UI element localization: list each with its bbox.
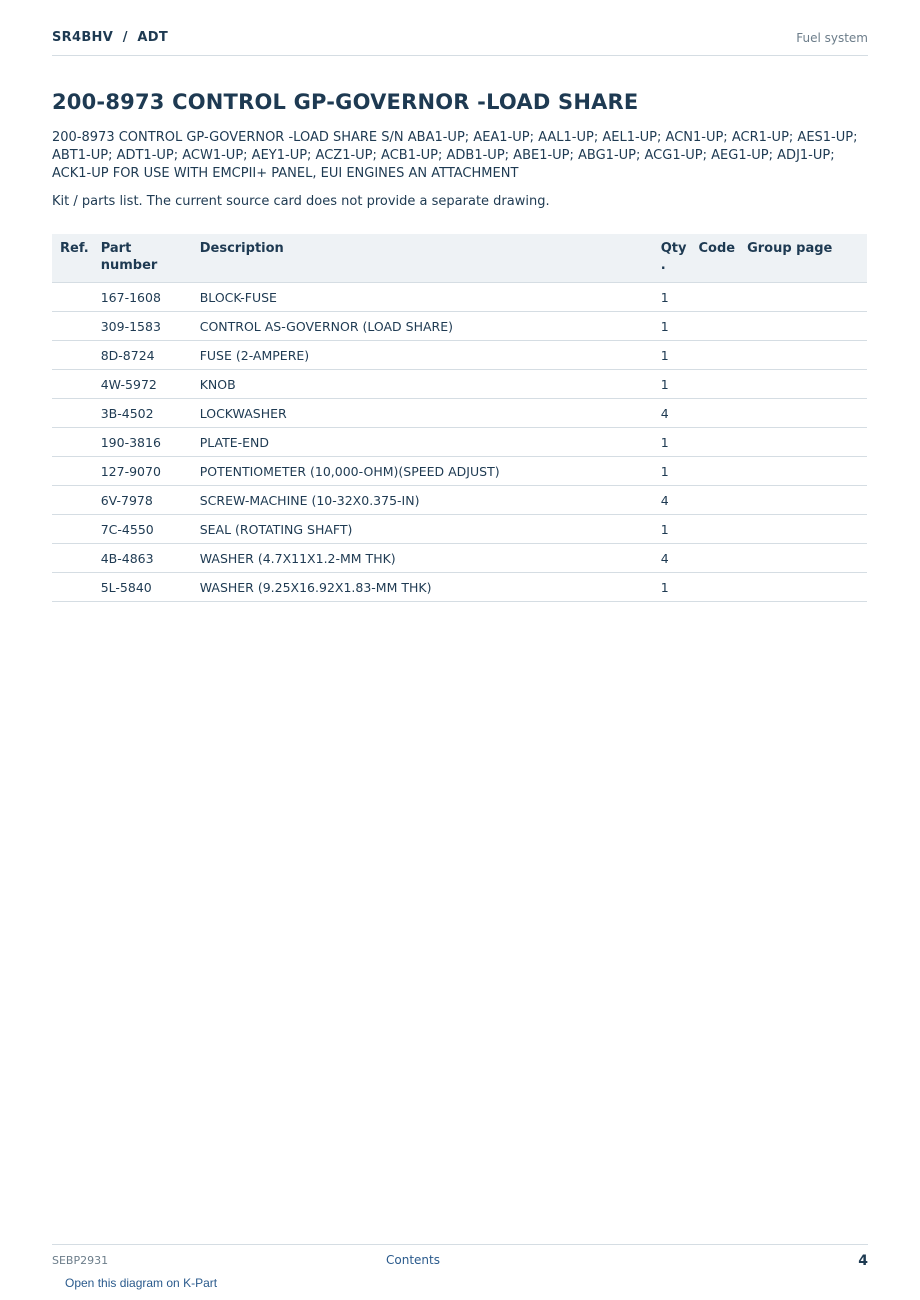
cell-ref xyxy=(52,370,95,399)
cell-ref xyxy=(52,283,95,312)
table-row xyxy=(52,457,867,486)
col-part-number: Part number xyxy=(95,234,194,283)
cell-qty: 1 xyxy=(655,312,693,341)
cell-ref xyxy=(52,457,95,486)
cell-description: PLATE-END xyxy=(194,428,655,457)
cell-code xyxy=(692,573,741,602)
cell-qty: 1 xyxy=(655,283,693,312)
table-row xyxy=(52,370,867,399)
cell-group-page xyxy=(741,341,867,370)
cell-ref xyxy=(52,399,95,428)
cell-qty: 1 xyxy=(655,370,693,399)
cell-part-number: 309-1583 xyxy=(95,312,194,341)
breadcrumb: SR4BHV / ADT xyxy=(52,30,169,45)
cell-description: WASHER (9.25X16.92X1.83-MM THK) xyxy=(194,573,655,602)
cell-code xyxy=(692,428,741,457)
contents-link[interactable]: Contents xyxy=(386,1253,440,1267)
cell-code xyxy=(692,457,741,486)
cell-code xyxy=(692,544,741,573)
cell-group-page xyxy=(741,370,867,399)
parts-table-body xyxy=(52,283,867,602)
cell-group-page xyxy=(741,312,867,341)
parts-table xyxy=(52,234,867,602)
cell-part-number: 3B-4502 xyxy=(95,399,194,428)
cell-qty: 4 xyxy=(655,399,693,428)
cell-qty: 1 xyxy=(655,573,693,602)
cell-qty: 1 xyxy=(655,428,693,457)
cell-code xyxy=(692,370,741,399)
cell-part-number: 4B-4863 xyxy=(95,544,194,573)
col-qty: Qty . xyxy=(655,234,693,283)
table-row xyxy=(52,486,867,515)
page-header xyxy=(52,28,868,56)
cell-code xyxy=(692,486,741,515)
cell-group-page xyxy=(741,515,867,544)
cell-code xyxy=(692,341,741,370)
cell-qty: 4 xyxy=(655,544,693,573)
cell-part-number: 6V-7978 xyxy=(95,486,194,515)
cell-qty: 1 xyxy=(655,515,693,544)
cell-description: BLOCK-FUSE xyxy=(194,283,655,312)
cell-part-number: 4W-5972 xyxy=(95,370,194,399)
page-title: 200-8973 CONTROL GP-GOVERNOR -LOAD SHARE xyxy=(52,90,639,114)
table-header-row xyxy=(52,234,867,283)
table-row xyxy=(52,283,867,312)
cell-description: KNOB xyxy=(194,370,655,399)
cell-group-page xyxy=(741,544,867,573)
doc-number: SEBP2931 xyxy=(52,1254,109,1267)
cell-part-number: 7C-4550 xyxy=(95,515,194,544)
cell-ref xyxy=(52,515,95,544)
cell-description: LOCKWASHER xyxy=(194,399,655,428)
cell-ref xyxy=(52,544,95,573)
kpart-link[interactable]: Open this diagram on K-Part xyxy=(65,1276,218,1290)
cell-code xyxy=(692,399,741,428)
cell-description: SEAL (ROTATING SHAFT) xyxy=(194,515,655,544)
cell-qty: 1 xyxy=(655,341,693,370)
cell-description: SCREW-MACHINE (10-32X0.375-IN) xyxy=(194,486,655,515)
cell-ref xyxy=(52,341,95,370)
page-footer xyxy=(52,1244,868,1275)
page-number: 4 xyxy=(858,1253,868,1269)
cell-ref xyxy=(52,312,95,341)
part-description: 200-8973 CONTROL GP-GOVERNOR -LOAD SHARE S/N ABA1-UP; AEA1-UP; AAL1-UP; AEL1-UP; ACN1-UP; ACR1-UP; AES1-UP; ABT1-UP; ADT1-UP; ACW1-UP; AEY1-UP; ACZ1-UP; ACB1-UP; ADB1-UP; ABE1-UP; ABG1-UP; ACG1-UP; AEG1-UP; ADJ1-UP; ACK1-UP FOR USE WITH EMCPII+ PANEL, EUI ENGINES AN ATTACHMENT xyxy=(52,130,858,181)
cell-group-page xyxy=(741,428,867,457)
cell-ref xyxy=(52,573,95,602)
cell-group-page xyxy=(741,486,867,515)
cell-code xyxy=(692,283,741,312)
cell-part-number: 167-1608 xyxy=(95,283,194,312)
cell-code xyxy=(692,515,741,544)
col-description: Description xyxy=(194,234,655,283)
table-row xyxy=(52,399,867,428)
cell-group-page xyxy=(741,399,867,428)
cell-description: POTENTIOMETER (10,000-OHM)(SPEED ADJUST) xyxy=(194,457,655,486)
table-row xyxy=(52,573,867,602)
col-group-page: Group page xyxy=(741,234,867,283)
cell-part-number: 5L-5840 xyxy=(95,573,194,602)
cell-group-page xyxy=(741,457,867,486)
cell-part-number: 190-3816 xyxy=(95,428,194,457)
table-row xyxy=(52,544,867,573)
cell-group-page xyxy=(741,283,867,312)
section-label: Fuel system xyxy=(796,31,868,45)
cell-code xyxy=(692,312,741,341)
cell-ref xyxy=(52,486,95,515)
table-row xyxy=(52,341,867,370)
table-row xyxy=(52,428,867,457)
cell-qty: 1 xyxy=(655,457,693,486)
cell-qty: 4 xyxy=(655,486,693,515)
col-code: Code xyxy=(692,234,741,283)
kit-note: Kit / parts list. The current source card does not provide a separate drawing. xyxy=(52,194,550,209)
cell-group-page xyxy=(741,573,867,602)
cell-description: CONTROL AS-GOVERNOR (LOAD SHARE) xyxy=(194,312,655,341)
cell-ref xyxy=(52,428,95,457)
cell-part-number: 8D-8724 xyxy=(95,341,194,370)
table-row xyxy=(52,515,867,544)
cell-part-number: 127-9070 xyxy=(95,457,194,486)
table-row xyxy=(52,312,867,341)
col-ref: Ref. xyxy=(52,234,95,283)
cell-description: FUSE (2-AMPERE) xyxy=(194,341,655,370)
cell-description: WASHER (4.7X11X1.2-MM THK) xyxy=(194,544,655,573)
